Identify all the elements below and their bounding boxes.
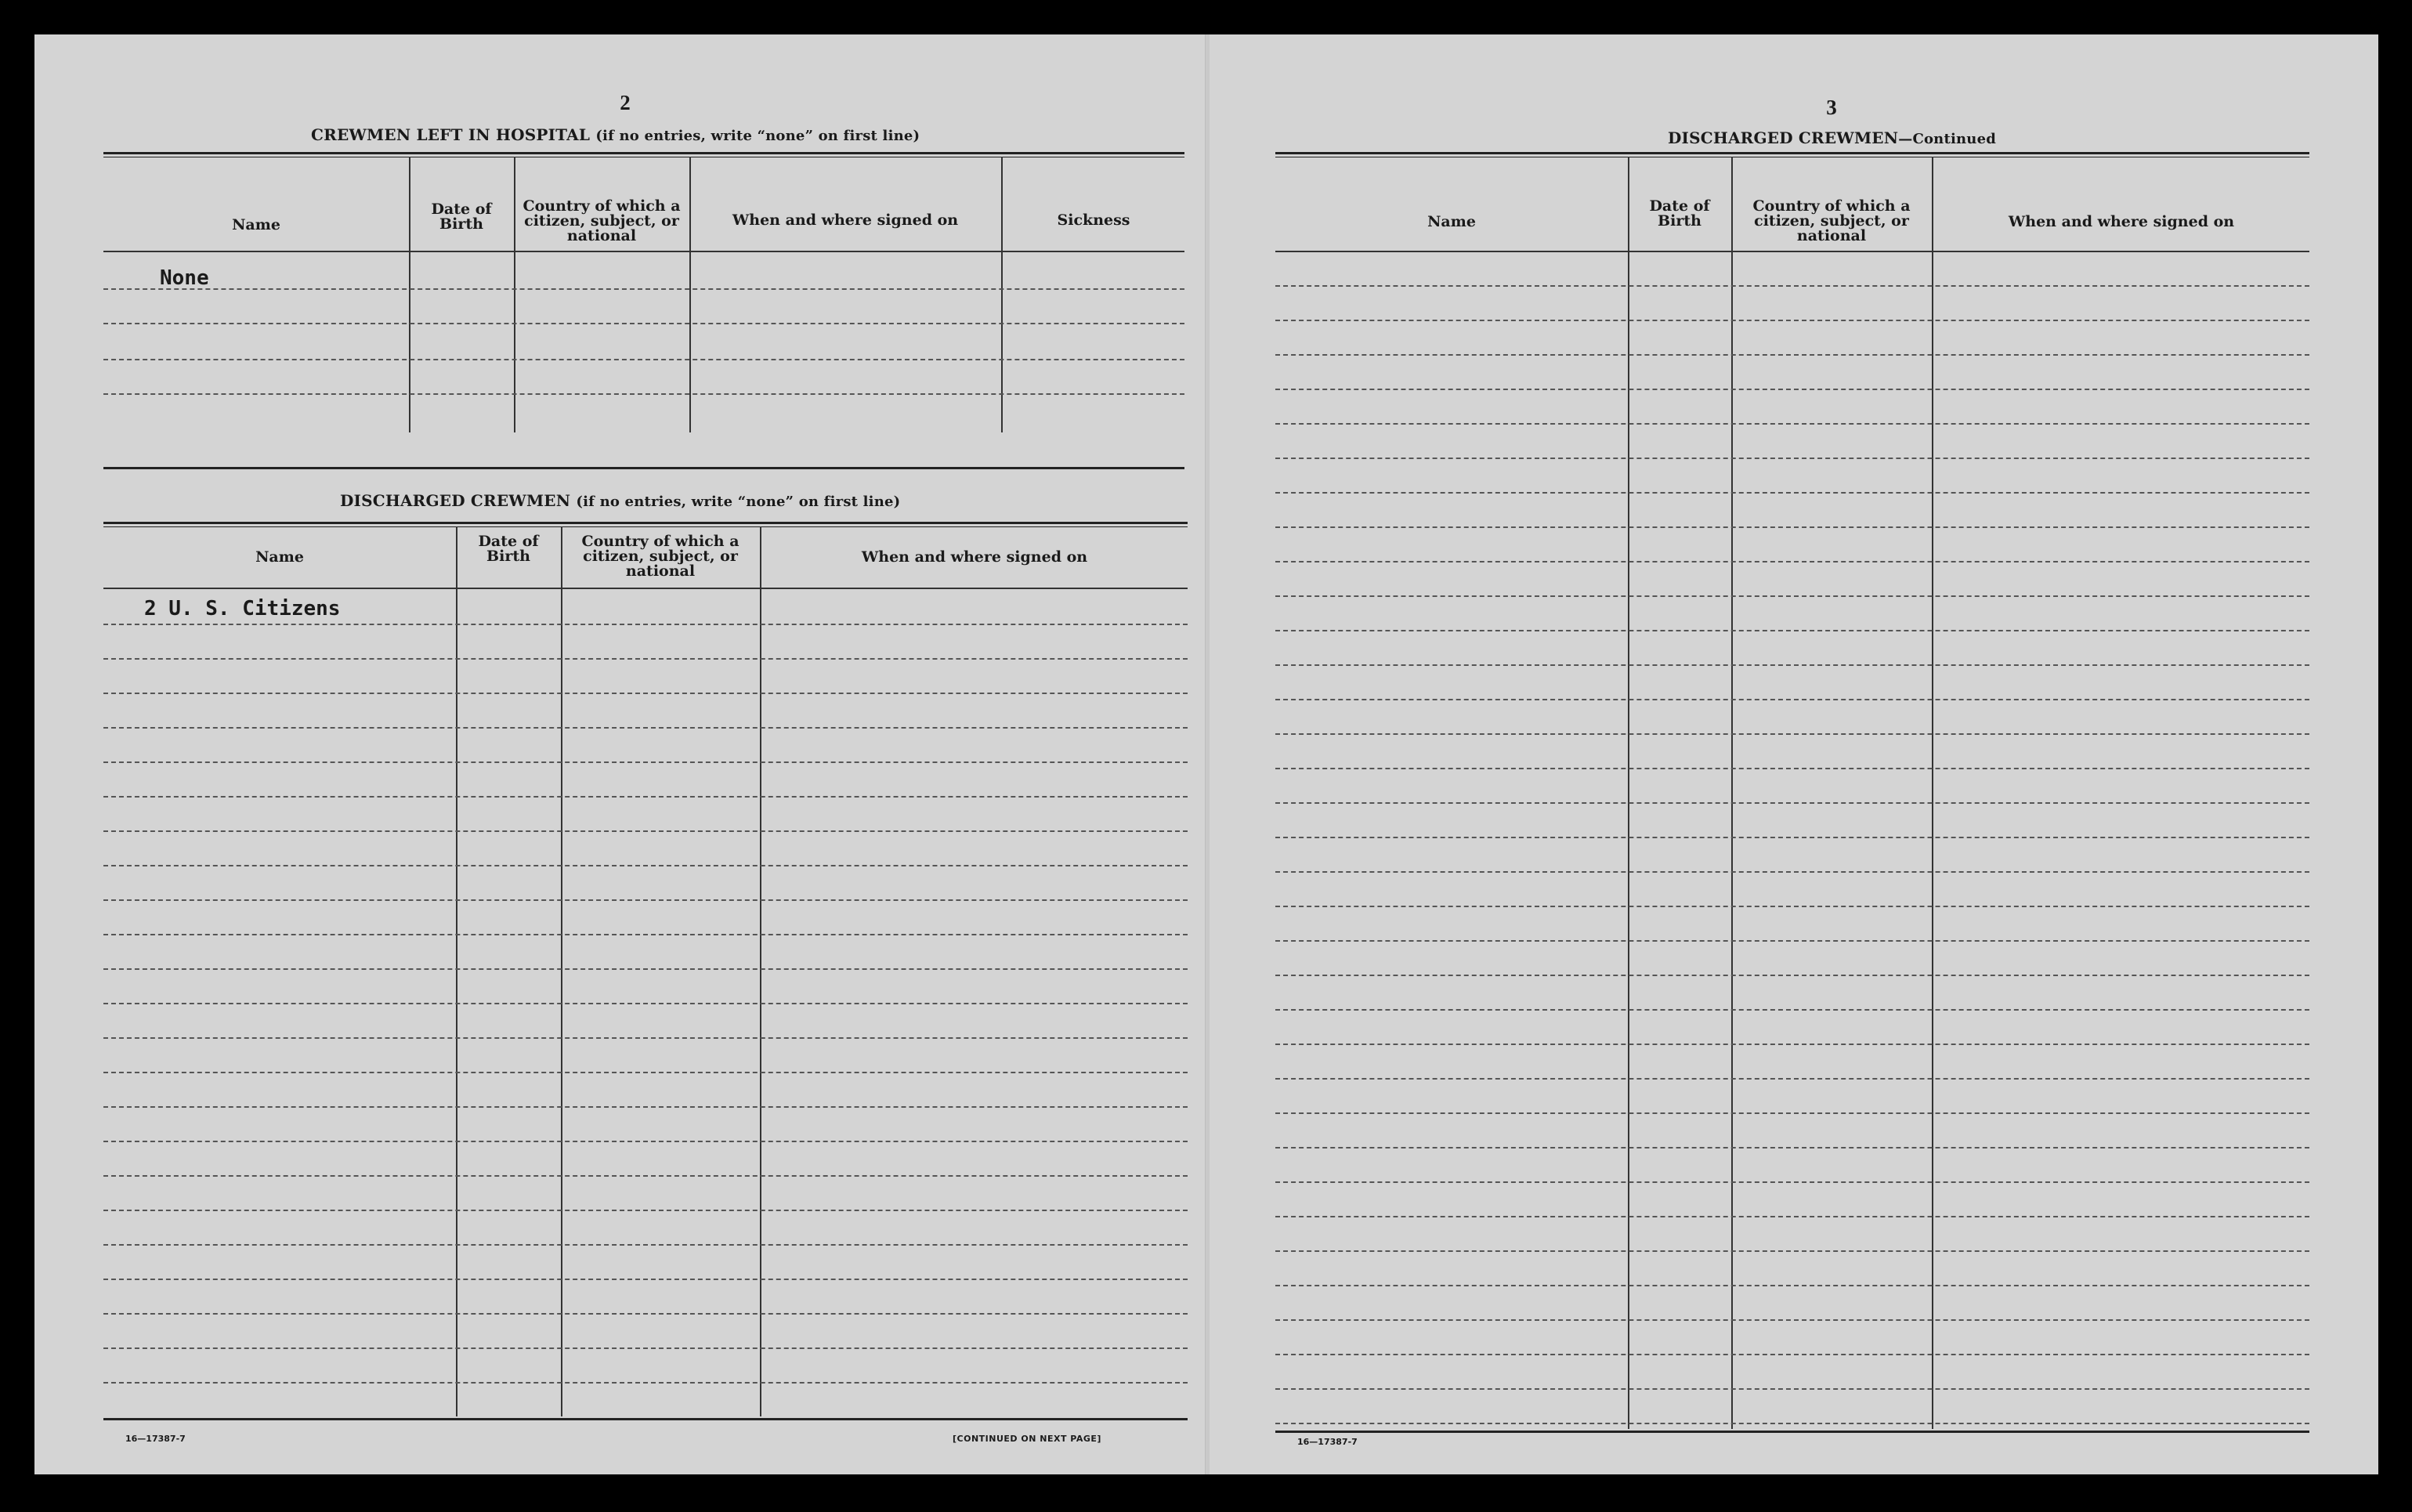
left-page (34, 34, 1205, 1474)
table-top-rule-inner (103, 526, 1188, 527)
table-row (103, 899, 1188, 901)
table-bottom-rule (103, 467, 1184, 469)
page-number: 2 (620, 91, 631, 114)
col-header-country: Country of which a citizen, subject, or national (581, 533, 740, 580)
right-page (1210, 34, 2378, 1474)
form-number: 16—17387-7 (1297, 1437, 1358, 1447)
table-row (1275, 458, 2309, 459)
table-row (1275, 1388, 2309, 1390)
table-row (103, 934, 1188, 935)
header-rule (103, 588, 1188, 589)
table-top-rule (103, 152, 1184, 154)
column-divider (689, 157, 691, 432)
table-row (1275, 1078, 2309, 1080)
table-row (103, 1106, 1188, 1108)
col-header-signed-on: When and where signed on (732, 212, 959, 229)
table-row (103, 624, 1188, 625)
table-row (103, 1175, 1188, 1177)
table-row (103, 1141, 1188, 1142)
table-bottom-rule (1275, 1431, 2309, 1433)
table-row (103, 1313, 1188, 1315)
table-row (103, 1279, 1188, 1280)
table-row (1275, 1285, 2309, 1286)
col-header-name: Name (1427, 213, 1476, 230)
table-row (1275, 664, 2309, 666)
column-divider (514, 157, 515, 432)
table-row (1275, 1354, 2309, 1355)
table-row (103, 1037, 1188, 1039)
continued-note: [CONTINUED ON NEXT PAGE] (953, 1434, 1101, 1444)
table-bottom-rule (103, 1418, 1188, 1420)
col-header-signed-on: When and where signed on (2008, 213, 2235, 230)
table-row (103, 830, 1188, 832)
hospital-entry: None (160, 266, 209, 290)
table-row (1275, 768, 2309, 769)
table-row (1275, 423, 2309, 425)
discharged-continued-title (1668, 128, 1996, 147)
discharged-title-text: DISCHARGED CREWMEN (340, 491, 571, 510)
hospital-subtitle-text: (if no entries, write “none” on first line) (595, 128, 920, 144)
table-row (103, 968, 1188, 970)
col-header-country: Country of which a citizen, subject, or national (523, 197, 681, 244)
col-header-country: Country of which a citizen, subject, or national (1752, 197, 1911, 244)
col-header-name: Name (232, 216, 280, 233)
table-row (1275, 699, 2309, 700)
table-row (1275, 561, 2309, 562)
col-header-sickness: Sickness (1057, 212, 1130, 229)
table-row (1275, 492, 2309, 494)
column-divider (760, 526, 761, 1416)
table-row (1275, 1250, 2309, 1252)
header-rule (1275, 251, 2309, 252)
column-divider (561, 526, 562, 1416)
table-row (1275, 1423, 2309, 1424)
col-header-dob: Date of Birth (431, 201, 492, 233)
column-divider (409, 157, 410, 432)
table-row (103, 1244, 1188, 1246)
table-row (1275, 1216, 2309, 1217)
table-row (103, 1003, 1188, 1004)
column-divider (1731, 157, 1733, 1429)
col-header-dob: Date of Birth (1649, 197, 1710, 230)
table-row (1275, 1112, 2309, 1114)
table-row (103, 865, 1188, 866)
table-row (103, 288, 1184, 290)
table-row (1275, 837, 2309, 838)
col-header-name: Name (255, 548, 304, 566)
header-rule (103, 251, 1184, 252)
table-row (1275, 1147, 2309, 1148)
column-divider (1932, 157, 1933, 1429)
table-row (1275, 285, 2309, 287)
table-row (103, 1210, 1188, 1211)
table-row (1275, 595, 2309, 597)
page-number: 3 (1826, 96, 1837, 119)
table-row (1275, 940, 2309, 942)
col-header-signed-on: When and where signed on (861, 548, 1088, 566)
discharged-subtitle-text: (if no entries, write “none” on first line) (576, 494, 901, 510)
table-row (103, 727, 1188, 729)
form-number: 16—17387-7 (125, 1434, 186, 1444)
table-row (1275, 1009, 2309, 1011)
column-divider (1628, 157, 1629, 1429)
col-header-dob: Date of Birth (478, 533, 539, 565)
hospital-table (103, 152, 1184, 472)
table-row (1275, 526, 2309, 528)
table-row (1275, 1181, 2309, 1183)
table-row (103, 761, 1188, 763)
table-row (1275, 906, 2309, 907)
table-row (1275, 1319, 2309, 1321)
table-row (1275, 320, 2309, 321)
hospital-section-title (311, 125, 920, 144)
column-divider (456, 526, 457, 1416)
table-row (103, 796, 1188, 798)
continued-title-text: DISCHARGED CREWMEN (1668, 128, 1899, 147)
discharged-table (103, 522, 1188, 1431)
discharged-entry: 2 U. S. Citizens (144, 597, 341, 620)
table-row (1275, 733, 2309, 735)
table-row (103, 393, 1184, 395)
table-row (103, 1382, 1188, 1384)
table-top-rule (103, 522, 1188, 524)
table-row (103, 323, 1184, 324)
table-row (103, 658, 1188, 660)
table-row (103, 1347, 1188, 1349)
table-row (1275, 802, 2309, 804)
table-row (1275, 389, 2309, 390)
table-row (1275, 871, 2309, 873)
table-row (103, 1072, 1188, 1073)
column-divider (1001, 157, 1003, 432)
discharged-section-title (340, 491, 900, 510)
table-row (103, 359, 1184, 360)
hospital-title-text: CREWMEN LEFT IN HOSPITAL (311, 125, 591, 144)
continued-subtitle-text: —Continued (1898, 131, 1997, 147)
form-sheet (34, 34, 2378, 1474)
table-top-rule (1275, 152, 2309, 154)
table-row (1275, 630, 2309, 631)
table-row (103, 693, 1188, 694)
table-row (1275, 354, 2309, 356)
table-row (1275, 975, 2309, 976)
discharged-continued-table (1275, 152, 2309, 1429)
table-row (1275, 1044, 2309, 1045)
